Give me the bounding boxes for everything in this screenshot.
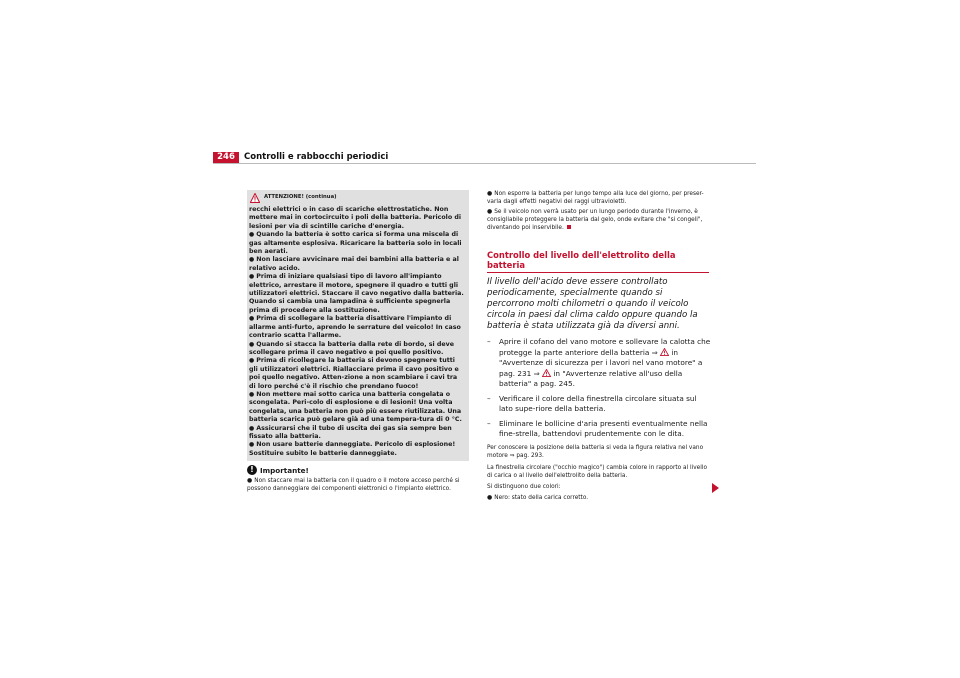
warning-item: ● Non mettere mai sotto carica una batteria congelata o scongelata. Peri-colo di esplosione e di lesioni! Una volta congelata, una batteria non può più essere riutilizzata. Una batteria scarica può gelare già ad una tempera-tura di 0 °C. — [249, 390, 462, 424]
intro-item: ● Se il veicolo non verrà usato per un lungo periodo durante l'inverno, è consigliabile proteggere la batteria dal gelo, onde evitare che "si congeli", diventando poi inservibile. — [487, 207, 703, 232]
warning-triangle-icon — [542, 369, 551, 377]
exclamation-circle-icon: ! — [247, 465, 257, 475]
continue-arrow-icon — [712, 483, 719, 493]
bullet-icon: ● — [247, 477, 253, 485]
info-paragraph: Si distinguono due colori: — [487, 484, 561, 491]
section-title: Controllo del livello dell'elettrolito della batteria — [487, 250, 676, 271]
step-item: – Aprire il cofano del vano motore e sollevare la calotta che protegge la parte anteriore della batteria ⇒ in "Avvertenze di sicurezza per i lavori nel vano motore" a pag. 231 ⇒ in "Avvertenze relative all'uso della batteria" a pag. 245. — [487, 337, 711, 389]
dash: – — [487, 393, 491, 403]
bullet-icon: ● — [249, 390, 255, 398]
dash: – — [487, 418, 491, 428]
warning-item: ● Prima di iniziare qualsiasi tipo di lavoro all'impianto elettrico, arrestare il motore, spegnere il quadro e tutti gli utilizzatori elettrici. Staccare il cavo negativo dalla batteria. Quando si cambia una lampadina è sufficiente spegnerla prima di procedere alla sostituzione. — [249, 273, 464, 314]
section-rule — [487, 272, 709, 273]
bullet-icon: ● — [249, 256, 255, 264]
page-number: 246 — [213, 152, 239, 163]
right-column — [487, 190, 711, 506]
intro-item: ● Non esporre la batteria per lungo tempo alla luce del giorno, per preser-varla dagli effetti negativi dei raggi ultravioletti. — [487, 190, 704, 206]
bullet-icon: ● — [487, 494, 493, 502]
warning-item: ● Prima di ricollegare la batteria si devono spegnere tutti gli utilizzatori elettrici. Riallacciare prima il cavo positivo e poi quello negativo. Atten-zione a non scambiare i cavi tra di loro perché c'è il rischio che prendano fuoco! — [249, 357, 459, 390]
warning-box — [247, 190, 469, 461]
intro-list — [487, 190, 711, 232]
warning-item: ● Non lasciare avvicinare mai dei bambini alla batteria e al relativo acido. — [249, 256, 459, 272]
bullet-icon: ● — [249, 357, 255, 365]
section-end-icon — [567, 225, 571, 229]
important-item: ● Non staccare mai la batteria con il quadro o il motore acceso perché si possono danneggiare dei componenti elettronici o l'impianto elettrico. — [247, 477, 460, 493]
dash: – — [487, 337, 491, 347]
warning-item: ● Quando si stacca la batteria dalla rete di bordo, si deve scollegare prima il cavo negativo e poi quello positivo. — [249, 340, 455, 356]
page-header — [213, 152, 756, 163]
bullet-icon: ● — [249, 273, 255, 281]
warning-item: ● Quando la batteria è sotto carica si forma una miscela di gas altamente esplosiva. Ricaricare la batteria solo in locali ben aerati. — [249, 231, 462, 256]
warning-triangle-icon — [250, 193, 260, 203]
important-text — [247, 477, 469, 494]
step-item: – Verificare il colore della finestrella circolare situata sul lato supe-riore della batteria. — [487, 393, 697, 414]
warning-text — [249, 206, 465, 458]
section-lead: Il livello dell'acido deve essere controllato periodicamente, specialmente quando si percorrono molti chilometri o quando il veicolo circola in paesi dal clima caldo oppure quando la batteria è stata utilizzata già da diversi anni. — [487, 277, 698, 332]
warning-triangle-icon — [660, 348, 669, 356]
warning-item: ● Assicurarsi che il tubo di uscita dei gas sia sempre ben fissato alla batteria. — [249, 424, 452, 440]
bullet-icon: ● — [249, 441, 255, 449]
bullet-icon: ● — [249, 340, 255, 348]
color-item: ● Nero: stato della carica corretto. — [487, 494, 589, 502]
steps-list — [487, 337, 711, 440]
bullet-icon: ● — [249, 231, 255, 239]
chapter-title: Controlli e rabbocchi periodici — [244, 152, 389, 162]
info-paragraph: Per conoscere la posizione della batteria si veda la figura relativa nel vano motore ⇒ pag. 293. — [487, 444, 704, 460]
left-column — [247, 190, 469, 494]
warning-item: ● Prima di scollegare la batteria disattivare l'impianto di allarme anti-furto, aprendo le serrature del veicolo! In caso contrario scatta l'allarme. — [249, 315, 461, 340]
bullet-icon: ● — [249, 424, 255, 432]
important-title: Importante! — [260, 466, 309, 476]
bullet-icon: ● — [487, 190, 493, 197]
bullet-icon: ● — [249, 315, 255, 323]
warning-title: ATTENZIONE! (continua) — [264, 194, 337, 200]
header-rule — [213, 163, 756, 164]
warning-intro: recchi elettrici o in caso di scariche elettrostatiche. Non mettere mai in cortocircuito i poli della batteria. Pericolo di lesioni per via di scintille cariche d'energia. — [249, 206, 462, 230]
important-header — [247, 465, 469, 477]
bullet-icon: ● — [487, 207, 493, 215]
info-text — [487, 444, 711, 503]
info-paragraph: La finestrella circolare ("occhio magico") cambia colore in rapporto al livello di carica o al livello dell'elettrolito della batteria. — [487, 464, 708, 479]
warning-item: ● Non usare batterie danneggiate. Pericolo di esplosione! Sostituire subito le batterie danneggiate. — [249, 441, 456, 457]
step-item: – Eliminare le bollicine d'aria presenti eventualmente nella fine-strella, battendovi prudentemente con le dita. — [487, 418, 708, 439]
